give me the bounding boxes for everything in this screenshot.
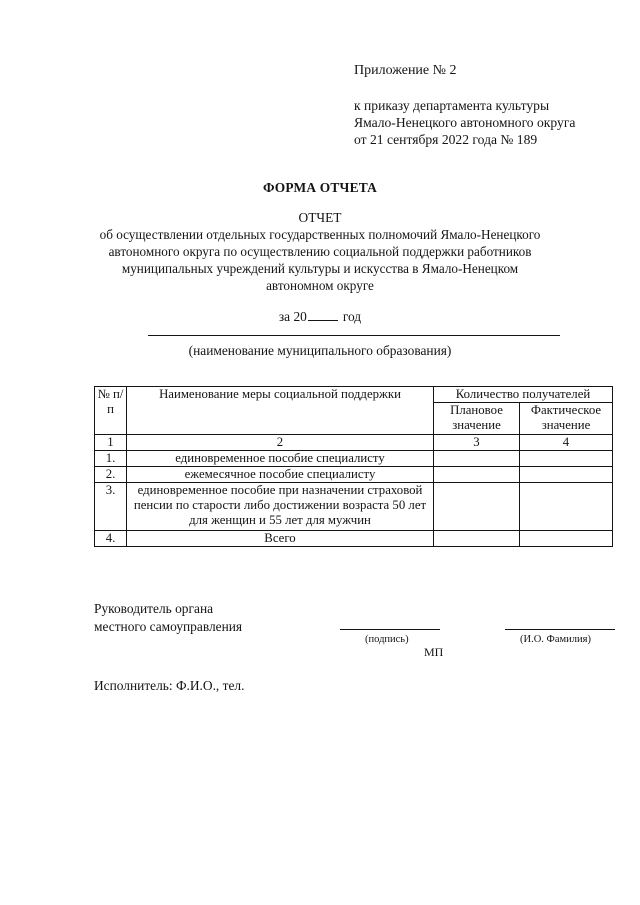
row-measure-name: единовременное пособие специалисту xyxy=(127,451,434,467)
header-actual: Фактическое значение xyxy=(520,403,613,435)
row-num: 4. xyxy=(95,531,127,547)
colnum-3: 3 xyxy=(434,435,520,451)
header-measure: Наименование меры социальной поддержки xyxy=(127,387,434,435)
signature-line-1: Руководитель органа xyxy=(94,601,214,616)
report-table xyxy=(94,386,613,547)
row-num: 3. xyxy=(95,483,127,531)
table-row xyxy=(95,531,613,547)
row-measure-name: Всего xyxy=(127,531,434,547)
row-actual-cell[interactable] xyxy=(520,451,613,467)
name-blank-line xyxy=(505,629,615,630)
report-period xyxy=(0,309,640,326)
header-recipients: Количество получателей xyxy=(434,387,613,403)
signature-block xyxy=(94,600,242,636)
row-actual-cell[interactable] xyxy=(520,531,613,547)
table-header-row xyxy=(95,387,613,403)
period-suffix: год xyxy=(342,309,362,324)
header-num: № п/п xyxy=(95,387,127,435)
municipality-caption: (наименование муниципального образования) xyxy=(188,343,452,358)
colnum-1: 1 xyxy=(95,435,127,451)
report-description: об осуществлении отдельных государственных полномочий Ямало-Ненецкого автономного округа по осуществлению социальной поддержки работников муниципальных учреждений культуры и искусства в Ямало-Ненецком автономном округе xyxy=(99,227,541,293)
row-planned-cell[interactable] xyxy=(434,451,520,467)
table-row xyxy=(95,467,613,483)
signature-line-2: местного самоуправления xyxy=(94,619,243,634)
header-planned: Плановое значение xyxy=(434,403,520,435)
colnum-2: 2 xyxy=(127,435,434,451)
name-caption: (И.О. Фамилия) xyxy=(520,634,591,645)
table-row xyxy=(95,451,613,467)
row-planned-cell[interactable] xyxy=(434,531,520,547)
appendix-title: Приложение № 2 xyxy=(354,63,457,78)
row-measure-name: ежемесячное пособие специалисту xyxy=(127,467,434,483)
row-measure-name: единовременное пособие при назначении страховой пенсии по старости либо достижении возраста 50 лет для женщин и 55 лет для мужчин xyxy=(127,483,434,531)
signature-blank-line xyxy=(340,629,440,630)
row-actual-cell[interactable] xyxy=(520,483,613,531)
row-num: 2. xyxy=(95,467,127,483)
appendix-line-2: Ямало-Ненецкого автономного округа xyxy=(354,114,576,130)
row-planned-cell[interactable] xyxy=(434,467,520,483)
form-title: ФОРМА ОТЧЕТА xyxy=(262,180,378,195)
appendix-line-3: от 21 сентября 2022 года № 189 xyxy=(354,131,538,147)
appendix-block xyxy=(354,62,624,148)
municipality-blank-line xyxy=(148,335,560,336)
row-planned-cell[interactable] xyxy=(434,483,520,531)
table-column-numbers-row xyxy=(95,435,613,451)
stamp-label: МП xyxy=(424,645,444,659)
signature-caption: (подпись) xyxy=(365,634,409,645)
executor-line: Исполнитель: Ф.И.О., тел. xyxy=(94,678,245,693)
report-title: ОТЧЕТ xyxy=(298,210,342,225)
period-prefix: за 20 xyxy=(278,309,307,324)
row-num: 1. xyxy=(95,451,127,467)
appendix-line-1: к приказу департамента культуры xyxy=(354,97,550,113)
period-year-blank xyxy=(308,310,338,321)
table-row xyxy=(95,483,613,531)
row-actual-cell[interactable] xyxy=(520,467,613,483)
colnum-4: 4 xyxy=(520,435,613,451)
